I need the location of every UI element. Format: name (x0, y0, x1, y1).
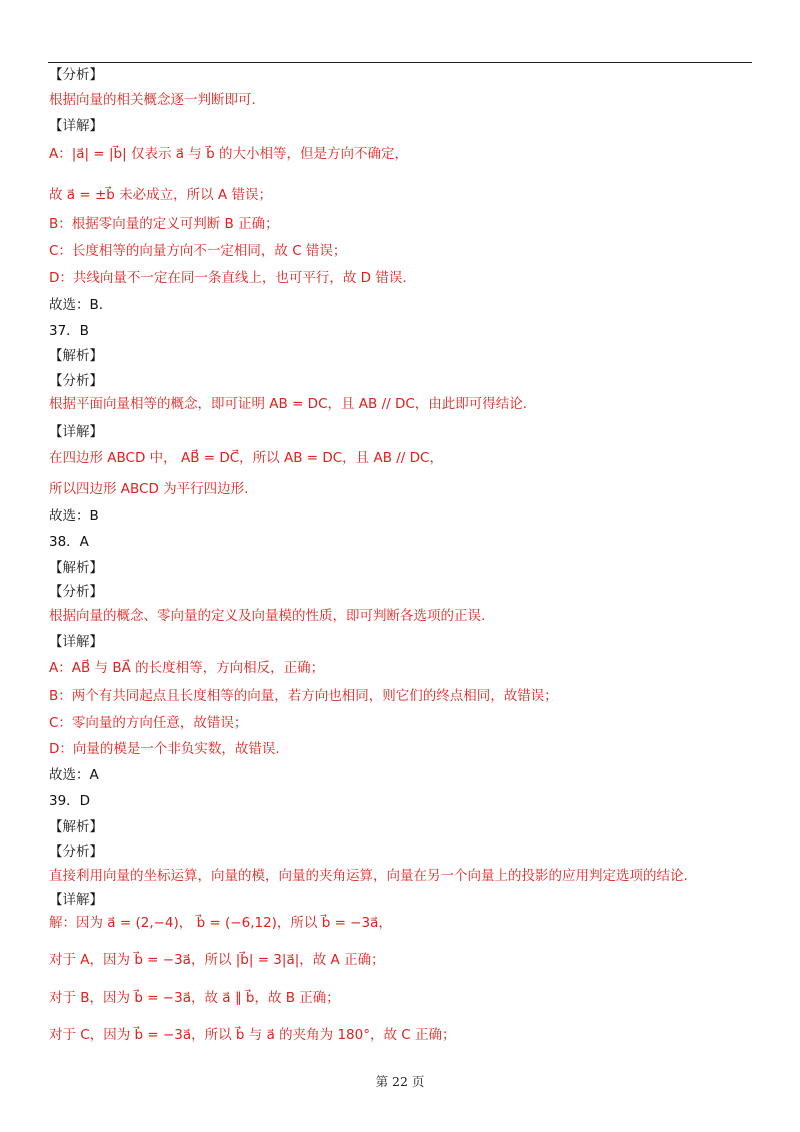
text-line: 对于 B，因为 b⃗ = −3a⃗，故 a⃗ ∥ b⃗，故 B 正确； (49, 990, 340, 1006)
text-line: C：长度相等的向量方向不一定相同，故 C 错误； (49, 243, 347, 259)
text-line: 故选：B (49, 508, 99, 524)
text-line: 解：因为 a⃗ = (2,−4)， b⃗ = (−6,12)，所以 b⃗ = −3a⃗， (49, 915, 392, 931)
text-line: 【分析】 (49, 67, 103, 83)
text-line: 【分析】 (49, 373, 103, 389)
text-line: 所以四边形 ABCD 为平行四边形. (49, 481, 249, 497)
text-line: 直接利用向量的坐标运算，向量的模，向量的夹角运算，向量在另一个向量上的投影的应用判定选项的结论. (49, 868, 688, 884)
text-line: 根据平面向量相等的概念，即可证明 AB = DC，且 AB // DC，由此即可得结论. (49, 396, 528, 412)
text-line: B：根据零向量的定义可判断 B 正确； (49, 216, 279, 232)
text-line: B：两个有共同起点且长度相等的向量，若方向也相同，则它们的终点相同，故错误； (49, 688, 558, 704)
text-line: D：向量的模是一个非负实数，故错误. (49, 741, 280, 757)
text-line: D：共线向量不一定在同一条直线上，也可平行，故 D 错误. (49, 270, 407, 286)
text-line: 故选：B. (49, 297, 104, 313)
text-line: 【详解】 (49, 892, 103, 908)
text-line: 【解析】 (49, 560, 103, 576)
text-line: 【详解】 (49, 634, 103, 650)
text-line: 38．A (49, 534, 89, 550)
text-line: 【分析】 (49, 844, 103, 860)
text-line: 对于 A，因为 b⃗ = −3a⃗，所以 |b⃗| = 3|a⃗|，故 A 正确； (49, 952, 385, 968)
header-rule (48, 62, 752, 63)
text-line: 故选：A (49, 767, 99, 783)
text-line: 在四边形 ABCD 中， AB⃗ = DC⃗，所以 AB = DC，且 AB // DC， (49, 450, 443, 466)
text-line: 根据向量的相关概念逐一判断即可. (49, 92, 256, 108)
text-line: 【解析】 (49, 348, 103, 364)
text-line: A：AB⃗ 与 BA⃗ 的长度相等，方向相反，正确； (49, 660, 325, 676)
text-line: 【解析】 (49, 819, 103, 835)
text-line: 对于 C，因为 b⃗ = −3a⃗，所以 b⃗ 与 a⃗ 的夹角为 180°，故 C 正确； (49, 1027, 456, 1043)
text-line: 故 a⃗ = ±b⃗ 未必成立，所以 A 错误； (49, 187, 272, 203)
text-line: 39．D (49, 793, 91, 809)
text-line: 【分析】 (49, 584, 103, 600)
text-line: 根据向量的概念、零向量的定义及向量模的性质，即可判断各选项的正误. (49, 608, 486, 624)
text-line: 【详解】 (49, 118, 103, 134)
page-number: 第 22 页 (375, 1074, 425, 1089)
text-line: A：|a⃗| = |b⃗| 仅表示 a⃗ 与 b⃗ 的大小相等，但是方向不确定， (49, 146, 408, 162)
text-line: 【详解】 (49, 424, 103, 440)
text-line: C：零向量的方向任意，故错误； (49, 715, 248, 731)
text-line: 37．B (49, 323, 89, 339)
